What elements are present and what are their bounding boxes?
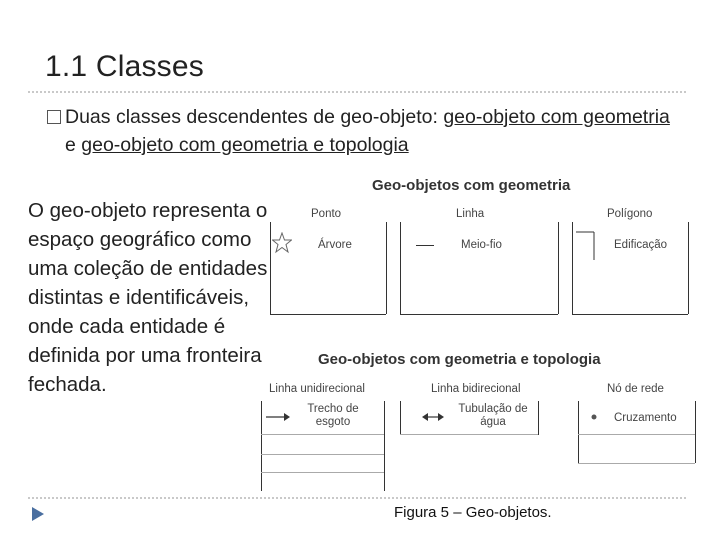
s1-box3-bottom <box>572 314 688 315</box>
dash-icon <box>416 245 434 246</box>
s2-box1-row3 <box>261 472 384 473</box>
bottom-divider <box>28 497 686 499</box>
double-arrow-icon <box>422 411 444 423</box>
slide-title: 1.1 Classes <box>45 50 204 83</box>
header-ponto: Ponto <box>311 208 342 220</box>
s2-box1-row1 <box>261 434 384 435</box>
s2-box3-row1 <box>578 434 695 435</box>
section1-title: Geo-objetos com geometria <box>372 177 571 194</box>
bullet-part-1: Duas classes descendentes de geo-objeto: <box>65 106 444 128</box>
corner-icon <box>576 228 596 262</box>
s2-box1-right <box>384 401 385 491</box>
s2-box2-right <box>538 401 539 435</box>
s1-box1-bottom <box>270 314 386 315</box>
s1-box3-right <box>688 222 689 314</box>
header-no-de-rede: Nó de rede <box>607 383 664 395</box>
description-text: O geo-objeto representa o espaço geográfico como uma coleção de entidades distintas e identificáveis, onde cada entidade é definida por uma fronteira fechada. <box>28 199 268 396</box>
item-cruzamento-line1: Cruzamento <box>614 412 677 424</box>
s1-box3-left <box>572 222 573 314</box>
slide-nav-arrow-icon <box>32 507 44 521</box>
s2-box3-row2 <box>578 463 695 464</box>
s1-box2-bottom <box>400 314 558 315</box>
dot-icon <box>590 413 598 421</box>
s1-box1-left <box>270 222 271 314</box>
s2-box2-row1 <box>400 434 538 435</box>
item-tubulacao-agua <box>448 403 538 429</box>
item-meio-fio: Meio-fio <box>461 239 502 251</box>
s2-box1-row2 <box>261 454 384 455</box>
s1-box2-right <box>558 222 559 314</box>
bullet-part-2: e <box>65 134 82 156</box>
geo-objects-figure <box>258 170 708 500</box>
item-tubulacao-line2: água <box>480 416 506 428</box>
link-geo-objeto-com-topologia[interactable]: geo-objeto com geometria e topologia <box>81 134 409 156</box>
arrow-right-icon <box>264 411 290 423</box>
bullet-box-icon <box>47 110 61 124</box>
s2-box3-left <box>578 401 579 463</box>
header-linha-bidirecional: Linha bidirecional <box>431 383 521 395</box>
s2-box3-right <box>695 401 696 463</box>
item-trecho-esgoto <box>298 403 368 429</box>
item-edificacao: Edificação <box>614 239 668 251</box>
section2-title: Geo-objetos com geometria e topologia <box>318 351 601 368</box>
s2-box1-left <box>261 401 262 491</box>
bullet-text <box>65 103 675 159</box>
item-trecho-line2: esgoto <box>315 416 351 428</box>
header-poligono: Polígono <box>607 208 653 220</box>
figure-caption: Figura 5 – Geo-objetos. <box>394 504 552 521</box>
title-divider <box>28 91 686 93</box>
link-geo-objeto-com-geometria[interactable]: geo-objeto com geometria <box>443 106 670 128</box>
item-cruzamento <box>614 412 677 425</box>
s1-box1-right <box>386 222 387 314</box>
s2-box2-left <box>400 401 401 435</box>
header-linha: Linha <box>456 208 485 220</box>
item-tubulacao-line1: Tubulação de <box>458 403 528 415</box>
item-trecho-line1: Trecho de <box>307 403 359 415</box>
s1-box2-left <box>400 222 401 314</box>
header-linha-unidirecional: Linha unidirecional <box>269 383 365 395</box>
star-outline-icon <box>272 232 292 254</box>
item-arvore: Árvore <box>318 239 352 251</box>
